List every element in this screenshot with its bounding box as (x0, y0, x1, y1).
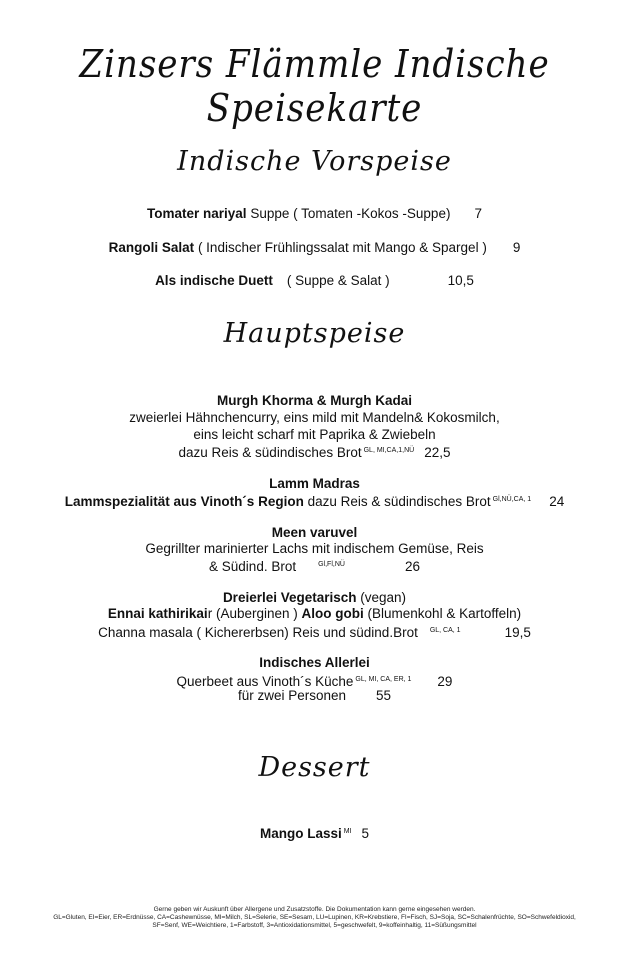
dish-name: Meen varuvel (271, 525, 358, 540)
footer-additive-legend: SF=Senf, WE=Weichtiere, 1=Farbstoff, 3=Antioxidationsmittel, 5=geschwefelt, 9=koffeinhaltig, 11=Süßungsmittel (152, 922, 477, 929)
allergens: GL, CA, 1 (429, 627, 461, 634)
allergens: Gl,NÜ,CA, 1 (492, 496, 532, 503)
dish-name: Lamm Madras (269, 476, 360, 491)
dish-desc: dazu Reis & südindisches Brot $^{GL, MI,CA,1,NÜ}$ 22,5 (178, 445, 451, 460)
menu-item: Tomater nariyal Suppe ( Tomaten -Kokos -Suppe) 7 (147, 206, 482, 221)
section-heading-dessert: Dessert (258, 752, 371, 783)
menu-item: Als indische Duett ( Suppe & Salat ) 10,5 (155, 273, 474, 288)
section-heading-vorspeise: Indische Vorspeise (177, 146, 452, 177)
allergens: MI (343, 828, 352, 835)
price: 5 (361, 826, 370, 841)
price: 55 (376, 688, 392, 703)
dish-desc: zweierlei Hähnchencurry, eins mild mit Mandeln& Kokosmilch, (129, 410, 500, 425)
price: 22,5 (424, 445, 451, 460)
price: 24 (549, 494, 565, 509)
dish-name: Murgh Khorma & Murgh Kadai (217, 393, 412, 408)
allergens: Gl,Fl,NÜ (318, 561, 345, 568)
menu-item: Mango Lassi $^{MI}$ 5 (259, 826, 370, 841)
dish-name: Dreierlei Vegetarisch (vegan) (222, 590, 407, 605)
dish-desc: Lammspezialität aus Vinoth´s Region dazu Reis & südindisches Brot $^{Gl,NÜ,CA, 1}$ 24 (64, 494, 565, 509)
dish-desc: Gegrillter marinierter Lachs mit indischem Gemüse, Reis (145, 541, 484, 556)
section-heading-hauptspeise: Hauptspeise (223, 318, 406, 349)
price: 29 (437, 674, 453, 689)
dish-desc: für zwei Personen 55 (237, 688, 392, 703)
price: 7 (474, 206, 482, 221)
footer-note: Gerne geben wir Auskunft über Allergene und Zusatzstoffe. Die Dokumentation kann gerne eingesehen werden. (153, 906, 476, 913)
dish-desc: eins leicht scharf mit Paprika & Zwiebeln (193, 427, 436, 442)
dish-desc: & Südind. Brot $^{Gl,Fl,NÜ}$ 26 (209, 559, 420, 574)
price: 9 (512, 240, 521, 255)
dish-desc: Querbeet aus Vinoth´s Küche $^{GL, MI, CA, ER, 1}$ 29 (176, 674, 453, 689)
dish-desc: Ennai kathirikair (Auberginen ) Aloo gobi (Blumenkohl & Kartoffeln) (107, 606, 522, 621)
menu-item: Rangoli Salat ( Indischer Frühlingssalat mit Mango & Spargel ) 9 (108, 240, 521, 255)
price: 26 (404, 559, 420, 574)
dish-desc: Channa masala ( Kichererbsen) Reis und südind.Brot $^{GL, CA, 1}$ 19,5 (98, 625, 531, 640)
price: 10,5 (447, 273, 474, 288)
allergens: GL, MI, CA, ER, 1 (355, 676, 412, 683)
allergens: GL, MI,CA,1,NÜ (363, 447, 415, 454)
price: 19,5 (504, 625, 531, 640)
footer-allergen-legend: GL=Gluten, EI=Eier, ER=Erdnüsse, CA=Cashewnüsse, MI=Milch, SL=Selerie, SE=Sesam, LU=Lupinen, KR=Krebstiere, FI=Fisch, SJ=Soja, SC=Schalenfrüchte, SO=Schwefeldioxid, (53, 914, 576, 921)
page-title: Zinsers Flämmle Indische Speisekarte (79, 42, 550, 130)
dish-name: Indisches Allerlei (259, 655, 370, 670)
